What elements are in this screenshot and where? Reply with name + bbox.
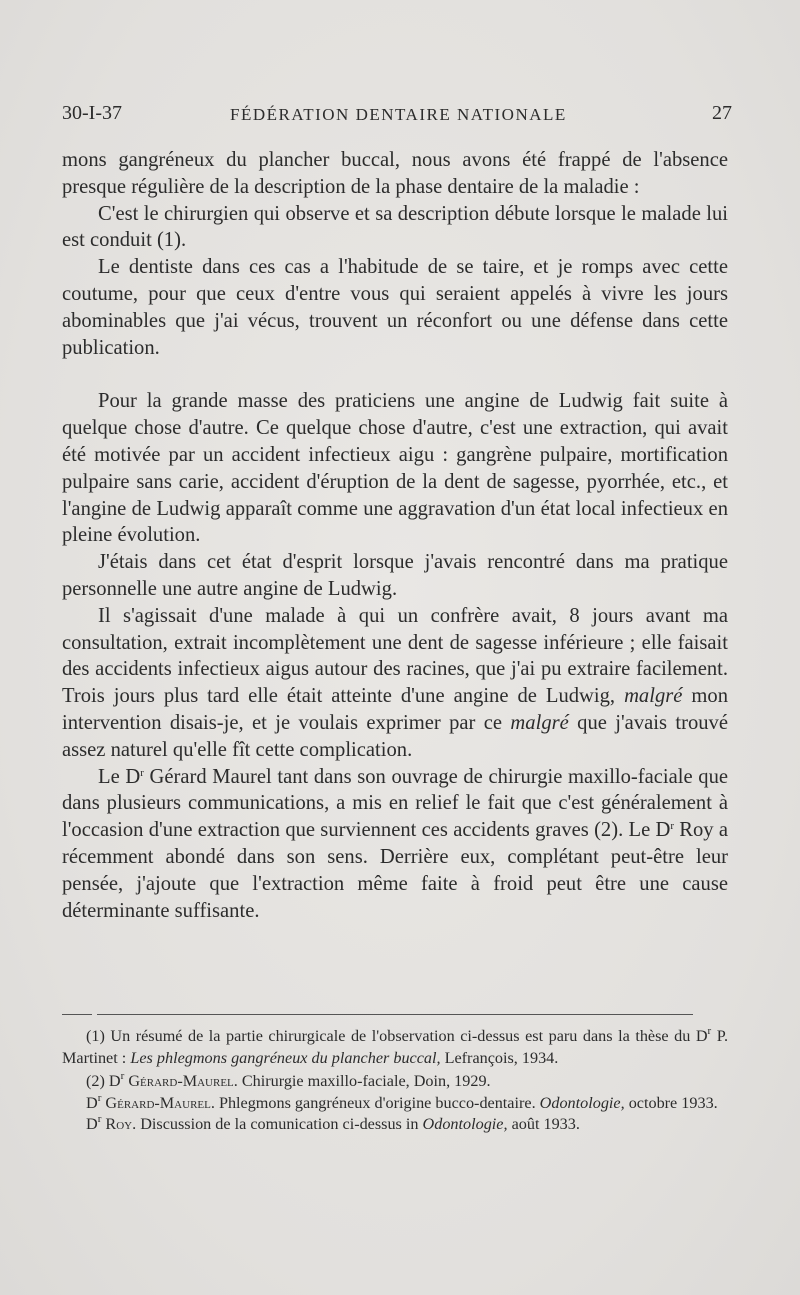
- running-header: [62, 100, 732, 130]
- footnote-part: (2) D: [86, 1072, 121, 1091]
- footnote-part: Discussion de la comunication ci-dessus in: [136, 1115, 423, 1134]
- footnote-part: août 1933.: [507, 1115, 580, 1134]
- superscript: r: [97, 1113, 102, 1126]
- page-number: 27: [712, 102, 732, 124]
- footnote-rule: [97, 1014, 693, 1015]
- footnote-part: (1) Un résumé de la partie chirurgicale de l'observation ci-dessus est paru dans la thèse du D: [86, 1027, 708, 1045]
- paragraph-6-part: Il s'agissait d'une malade à qui un confrère avait, 8 jours avant ma consultation, extrait incomplètement une dent de sagesse inférieure ; elle faisait des accidents infectieux aigus autour des racines, que j'ai pu extraire facilement. Trois jours plus tard elle était atteinte d'une angine de Ludwig,: [62, 604, 728, 708]
- paragraph-6: [62, 603, 728, 764]
- author-name: Roy.: [101, 1115, 137, 1134]
- author-name: Gérard-Maurel.: [101, 1093, 215, 1112]
- paragraph-6-part: mon intervention disais-je, et je voulais exprimer par ce: [62, 685, 728, 734]
- book-title: Les phlegmons gangréneux du plancher buccal,: [130, 1048, 441, 1067]
- footnote-2: [62, 1071, 728, 1093]
- footnote-rule-left: [62, 1014, 92, 1015]
- header-date: 30-I-37: [62, 102, 122, 124]
- footnote-part: D: [86, 1093, 98, 1112]
- paragraph-7: [62, 764, 728, 925]
- footnote-part: D: [86, 1115, 98, 1134]
- footnotes: [62, 1026, 728, 1136]
- paragraph-7-part: Roy a récemment abondé dans son sens. Derrière eux, complétant peut-être leur pensée, j'ajoute que l'extraction même faite à froid peut être une cause déterminante suffisante.: [62, 819, 728, 922]
- paragraph-7-part: Le D: [98, 765, 141, 788]
- superscript: r: [97, 1091, 102, 1104]
- main-text: [62, 147, 728, 924]
- footnote-part: P. Martinet :: [62, 1027, 728, 1067]
- superscript: r: [140, 766, 144, 779]
- footnote-part: Lefrançois, 1934.: [440, 1048, 559, 1067]
- paragraph-1: mons gangréneux du plancher buccal, nous avons été frappé de l'absence presque régulière de la description de la phase dentaire de la maladie :: [62, 149, 728, 198]
- superscript: r: [707, 1025, 712, 1037]
- paragraph-4: Pour la grande masse des praticiens une angine de Ludwig fait suite à quelque chose d'autre. Ce quelque chose d'autre, c'est une extraction, qui avait été motivée par un accident infectieux aigu : gangrène pulpaire, mortification pulpaire sans carie, accident d'éruption de la dent de sagesse, pyorrhée, etc., et l'angine de Ludwig apparaît comme une aggravation d'un état local infectieux en pleine évolution.: [62, 390, 728, 547]
- emphasis-malgre: malgré: [624, 685, 683, 708]
- superscript: r: [670, 820, 675, 833]
- paragraph-6-part: que j'avais trouvé assez naturel qu'elle fît cette complication.: [62, 711, 728, 761]
- footnote-part: Chirurgie maxillo-faciale, Doin, 1929.: [237, 1072, 491, 1091]
- paragraph-2: C'est le chirurgien qui observe et sa description débute lorsque le malade lui est conduit (1).: [62, 202, 728, 252]
- emphasis-malgre: malgré: [510, 711, 569, 734]
- superscript: r: [120, 1070, 125, 1083]
- paragraph-3: Le dentiste dans ces cas a l'habitude de se taire, et je romps avec cette coutume, pour que ceux d'entre vous qui seraient appelés à vivre les jours abominables que j'ai vécus, trouvent un réconfort ou une défense dans cette publication.: [62, 256, 728, 359]
- footnote-3: [62, 1093, 728, 1115]
- footnote-part: octobre 1933.: [624, 1093, 718, 1112]
- header-title: FÉDÉRATION DENTAIRE NATIONALE: [230, 105, 567, 124]
- footnote-4: [62, 1114, 728, 1136]
- journal-title: Odontologie,: [539, 1093, 625, 1112]
- paragraph-5: J'étais dans cet état d'esprit lorsque j'avais rencontré dans ma pratique personnelle une autre angine de Ludwig.: [62, 551, 728, 600]
- footnote-part: Phlegmons gangréneux d'origine bucco-dentaire.: [214, 1093, 540, 1112]
- paragraph-7-part: Gérard Maurel tant dans son ouvrage de chirurgie maxillo-faciale que dans plusieurs communications, a mis en relief le fait que c'est généralement à l'occasion d'une extraction que surviennent ces accidents graves (2). Le D: [62, 765, 729, 842]
- footnote-1: [62, 1026, 728, 1069]
- journal-title: Odontologie,: [422, 1115, 508, 1134]
- author-name: Gérard-Maurel.: [124, 1072, 238, 1091]
